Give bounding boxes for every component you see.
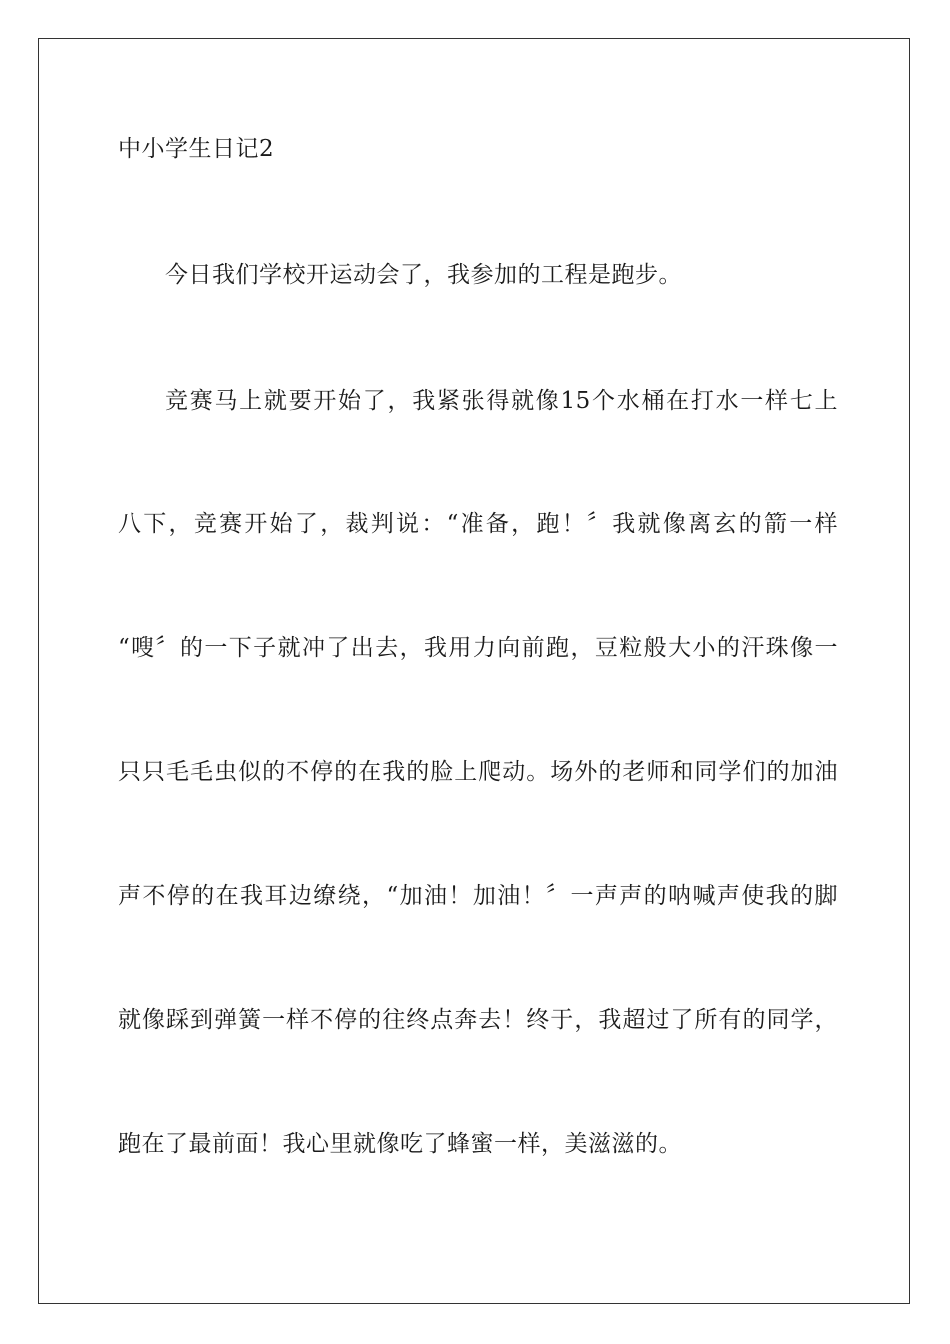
paragraph-2-line-3: “嗖〞的一下子就冲了出去，我用力向前跑，豆粒般大小的汗珠像一 — [118, 635, 838, 661]
page-border — [38, 38, 910, 1304]
paragraph-2-line-2: 八下，竞赛开始了，裁判说：“准备，跑！〞我就像离玄的箭一样 — [118, 511, 838, 537]
document-title: 中小学生日记2 — [118, 136, 275, 162]
paragraph-1-line-1: 今日我们学校开运动会了，我参加的工程是跑步。 — [165, 262, 682, 288]
paragraph-2-line-7: 跑在了最前面！我心里就像吃了蜂蜜一样，美滋滋的。 — [118, 1131, 682, 1157]
paragraph-2-line-6: 就像踩到弹簧一样不停的往终点奔去！终于，我超过了所有的同学， — [118, 1007, 838, 1033]
paragraph-2-line-5: 声不停的在我耳边缭绕，“加油！加油！〞一声声的呐喊声使我的脚 — [118, 883, 838, 909]
paragraph-2-line-1: 竞赛马上就要开始了，我紧张得就像15个水桶在打水一样七上 — [165, 388, 838, 414]
paragraph-2-line-4: 只只毛毛虫似的不停的在我的脸上爬动。场外的老师和同学们的加油 — [118, 759, 838, 785]
